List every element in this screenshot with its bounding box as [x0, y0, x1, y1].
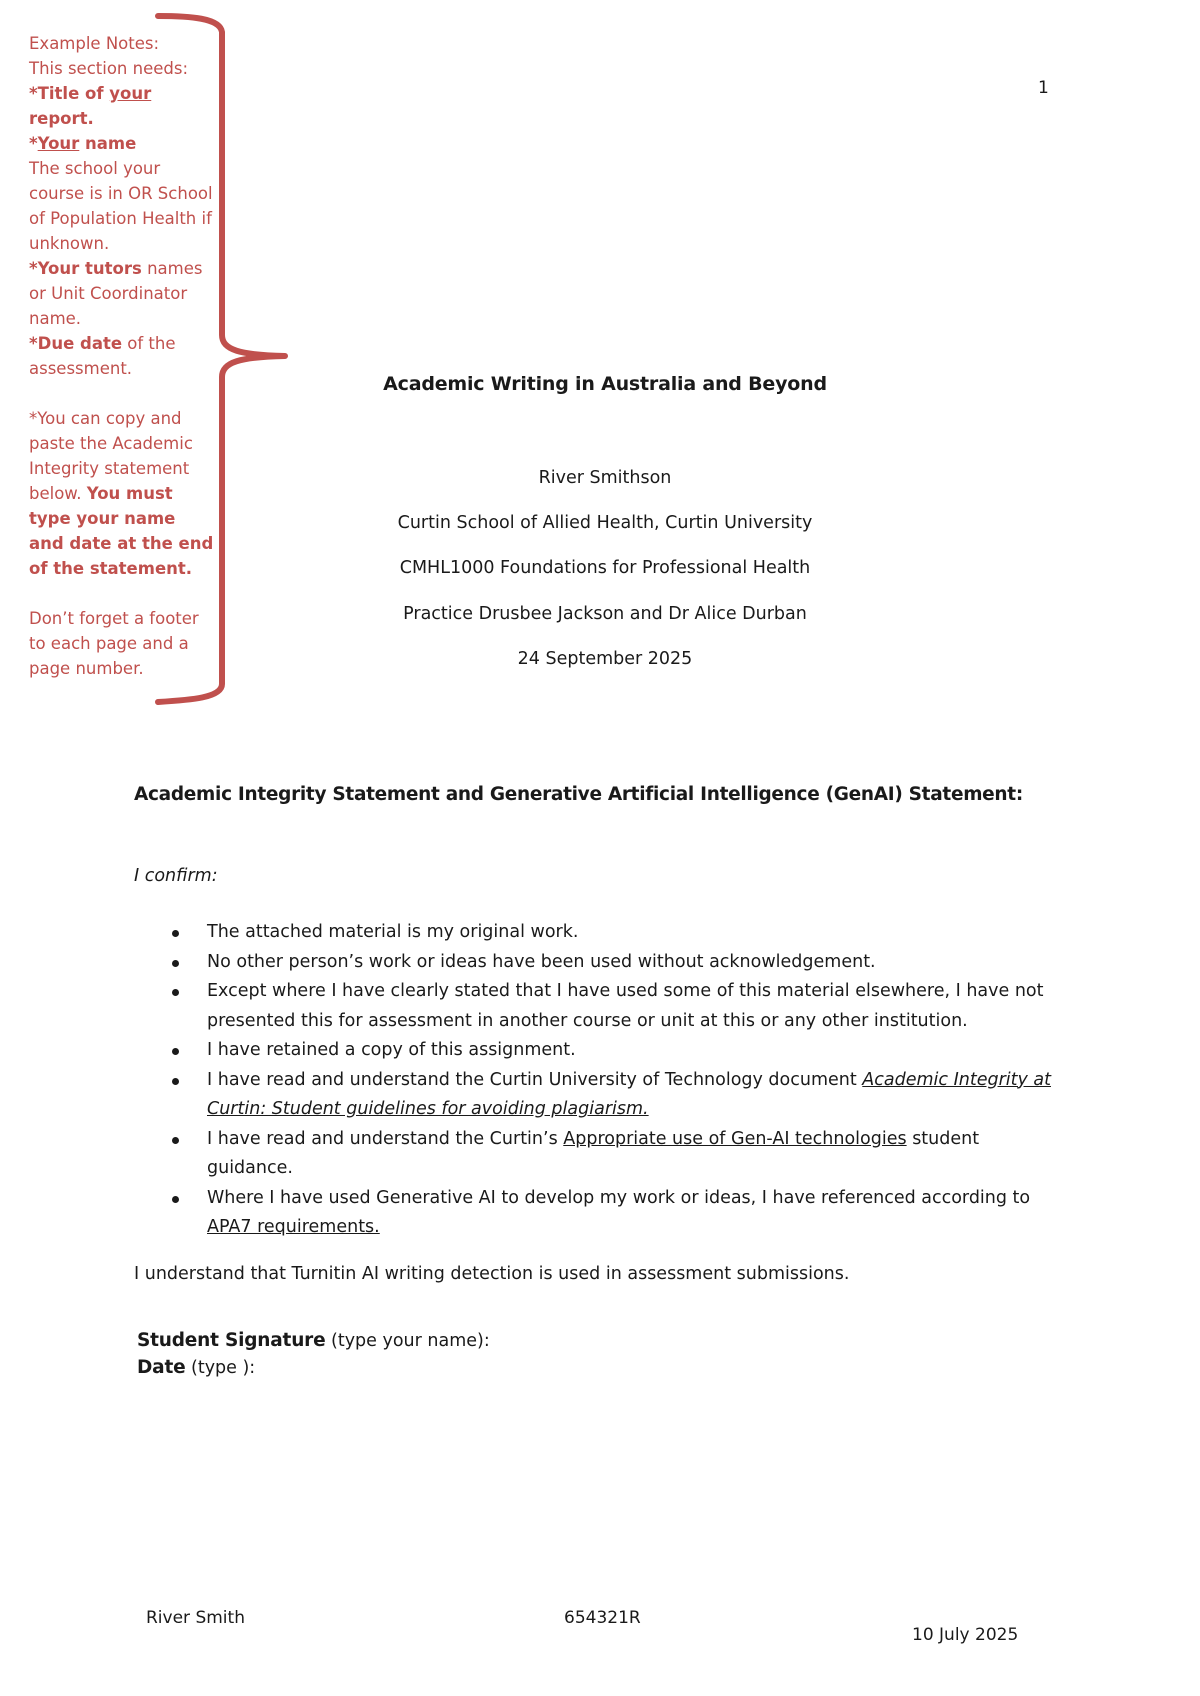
statement-list	[165, 918, 1070, 1243]
bullet-icon	[172, 1196, 179, 1203]
statement-heading: Academic Integrity Statement and Generative Artificial Intelligence (GenAI) Statement:	[134, 784, 1023, 805]
apa7-link[interactable]: APA7 requirements.	[207, 1217, 380, 1237]
bullet-icon	[172, 1078, 179, 1085]
list-item: I have read and understand the Curtin’s Appropriate use of Gen-AI technologies student guidance.	[165, 1125, 1070, 1184]
notes-due-item: *Due date of the assessment.	[29, 334, 176, 378]
confirm-label: I confirm:	[134, 866, 218, 886]
turnitin-statement: I understand that Turnitin AI writing detection is used in assessment submissions.	[134, 1264, 850, 1284]
bullet-icon	[172, 1137, 179, 1144]
list-item: No other person’s work or ideas have been used without acknowledgement.	[165, 948, 1070, 978]
list-item: Where I have used Generative AI to develop my work or ideas, I have referenced according to APA7 requirements.	[165, 1184, 1070, 1243]
notes-copy-item: *You can copy and paste the Academic Integrity statement below. You must type your name and date at the end of the statement.	[29, 409, 214, 578]
page-number: 1	[1038, 78, 1049, 98]
bullet-icon	[172, 989, 179, 996]
notes-name-item: *Your name	[29, 134, 137, 153]
list-item: Except where I have clearly stated that I have used some of this material elsewhere, I have not presented this for assessment in another course or unit at this or any other institution.	[165, 977, 1070, 1036]
notes-heading: Example Notes:	[29, 34, 160, 53]
notes-school-item: The school your course is in OR School of Population Health if unknown.	[29, 159, 213, 253]
date-field[interactable]: Date (type ):	[137, 1357, 256, 1378]
footer-date: 10 July 2025	[912, 1625, 1019, 1645]
list-item: I have read and understand the Curtin University of Technology document Academic Integrity at Curtin: Student guidelines for avoiding plagiarism.	[165, 1066, 1070, 1125]
school-name: Curtin School of Allied Health, Curtin University	[397, 513, 813, 533]
notes-title-item: *Title of your report.	[29, 84, 152, 128]
bullet-icon	[172, 1048, 179, 1055]
tutor-names: Practice Drusbee Jackson and Dr Alice Durban	[403, 604, 807, 624]
notes-footer-tip: Don’t forget a footer to each page and a page number.	[29, 609, 199, 678]
footer-name: River Smith	[146, 1608, 245, 1628]
academic-integrity-link[interactable]: Academic Integrity at Curtin: Student guidelines for avoiding plagiarism.	[207, 1069, 1051, 1119]
notes-tutors-item: *Your tutors names or Unit Coordinator name.	[29, 259, 203, 328]
notes-intro: This section needs:	[29, 59, 189, 78]
report-title: Academic Writing in Australia and Beyond	[383, 373, 827, 395]
signature-field[interactable]: Student Signature (type your name):	[137, 1330, 490, 1351]
due-date: 24 September 2025	[517, 649, 693, 669]
curly-brace-graphic	[150, 10, 290, 710]
list-item: I have retained a copy of this assignment.	[165, 1036, 1070, 1066]
bullet-icon	[172, 960, 179, 967]
author-name: River Smithson	[538, 468, 672, 488]
list-item: The attached material is my original work.	[165, 918, 1070, 948]
bullet-icon	[172, 930, 179, 937]
genai-guidance-link[interactable]: Appropriate use of Gen-AI technologies	[563, 1128, 907, 1149]
footer-student-id: 654321R	[564, 1608, 641, 1628]
unit-name: CMHL1000 Foundations for Professional Health	[399, 558, 811, 578]
